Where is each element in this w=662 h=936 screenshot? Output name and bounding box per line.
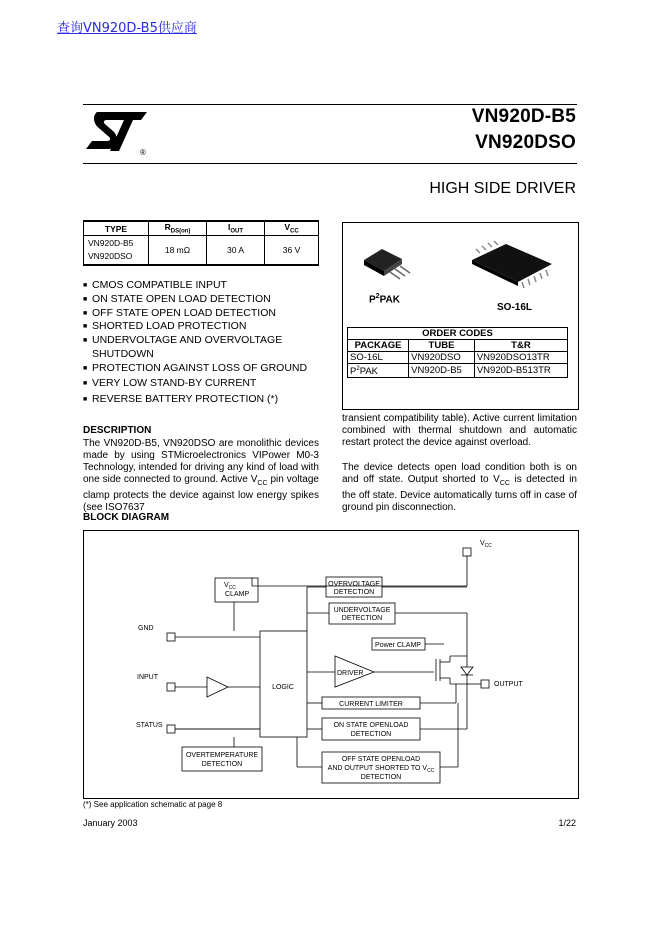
output-pin: [481, 680, 489, 688]
svg-text:AND OUTPUT SHORTED TO VCC: AND OUTPUT SHORTED TO $V_{CC}$: [327, 765, 435, 774]
svg-text:UNDERVOLTAGE: UNDERVOLTAGE: [333, 607, 391, 614]
col-tube: TUBE: [409, 340, 475, 352]
col-vcc: $V_{CC}$: [265, 221, 319, 236]
list-item: ■ PROTECTION AGAINST LOSS OF GROUND: [83, 362, 323, 376]
so16l-label: SO-16L: [497, 302, 533, 313]
vcc-cell: 36 V: [265, 236, 319, 266]
table-row: $P^2PAK$ VN920D-B5 VN920D-B513TR: [348, 364, 568, 378]
svg-text:DETECTION: DETECTION: [360, 774, 402, 781]
list-item: ■ VERY LOW STAND-BY CURRENT: [83, 377, 323, 391]
description-para-2: transient compatibility table). Active current limitation combined with thermal shutdown and automatic restart protect the device against overload.: [342, 413, 577, 448]
type-cell: VN920D-B5 VN920DSO: [84, 236, 149, 266]
description-heading: DESCRIPTION: [83, 425, 152, 436]
date: January 2003: [83, 818, 138, 828]
spec-table: [83, 220, 319, 266]
list-item: ■ UNDERVOLTAGE AND OVERVOLTAGE SHUTDOWN: [83, 334, 292, 362]
svg-text:ON STATE OPENLOAD: ON STATE OPENLOAD: [333, 722, 409, 729]
description-para-3: The device detects open load condition both is on and off state. Output shorted to $V_{CC}$ is detected in the off state. Device automatically turns off in case of ground pin disconnection.: [342, 462, 577, 513]
vcc-clamp-label: $V_{CC}$: [224, 582, 236, 591]
status-pin: [167, 725, 175, 733]
col-rdson: $R_{DS(on)}$: [149, 221, 207, 236]
svg-text:OVERTEMPERATURE: OVERTEMPERATURE: [185, 752, 259, 759]
list-item: ■ ON STATE OPEN LOAD DETECTION: [83, 293, 323, 307]
svg-text:OFF STATE OPENLOAD: OFF STATE OPENLOAD: [341, 756, 421, 763]
svg-text:Power CLAMP: Power CLAMP: [375, 642, 421, 649]
table-row: SO-16L VN920DSO VN920DSO13TR: [348, 352, 568, 364]
p2pak-package-icon: [360, 246, 412, 284]
list-item: ■ CMOS COMPATIBLE INPUT: [83, 279, 323, 293]
description-para-1: The VN920D-B5, VN920DSO are monolithic devices made by using STMicroelectronics VIPower M0-3 Technology, intended for driving any kind of load with one side connected to ground. Active $V_{CC}$ pin voltage clamp protects the device against low energy spikes (see ISO7637: [83, 438, 319, 513]
svg-text:CURRENT LIMITER: CURRENT LIMITER: [339, 701, 403, 708]
so16l-package-icon: [466, 238, 558, 290]
gnd-label: GND: [138, 625, 154, 632]
vcc-clamp-label-2: CLAMP: [225, 591, 250, 598]
col-type: TYPE: [84, 221, 149, 236]
input-label: INPUT: [137, 674, 158, 681]
status-label: STATUS: [136, 722, 163, 729]
order-codes-table: [347, 327, 568, 378]
block-diagram-heading: BLOCK DIAGRAM: [83, 512, 170, 523]
block-diagram: [83, 530, 579, 799]
svg-text:OVERVOLTAGE: OVERVOLTAGE: [328, 581, 380, 588]
feature-list: [83, 279, 323, 407]
svg-text:LOGIC: LOGIC: [272, 684, 294, 691]
svg-text:DETECTION: DETECTION: [341, 615, 383, 622]
st-logo: [83, 109, 153, 157]
output-label: OUTPUT: [494, 681, 523, 688]
svg-text:DETECTION: DETECTION: [350, 731, 392, 738]
col-package: PACKAGE: [348, 340, 409, 352]
footnote: (*) See application schematic at page 8: [83, 800, 223, 809]
input-buffer: [207, 677, 228, 697]
gnd-pin: [167, 633, 175, 641]
svg-text:DRIVER: DRIVER: [337, 670, 364, 677]
registered-mark: ®: [140, 148, 146, 157]
part-number-2: VN920DSO: [475, 132, 576, 153]
svg-text:DETECTION: DETECTION: [333, 589, 375, 596]
list-item: ■ OFF STATE OPEN LOAD DETECTION: [83, 307, 323, 321]
p2pak-label: $P^2PAK$: [369, 293, 400, 306]
divider: [83, 104, 577, 105]
vcc-clamp-box: [215, 578, 258, 602]
divider: [83, 163, 577, 164]
iout-cell: 30 A: [207, 236, 265, 266]
input-pin: [167, 683, 175, 691]
supplier-link[interactable]: 查询VN920D-B5供应商: [57, 21, 197, 36]
part-number-1: VN920D-B5: [471, 106, 576, 127]
col-iout: $I_{OUT}$: [207, 221, 265, 236]
col-tr: T&R: [474, 340, 567, 352]
vcc-pin: [463, 548, 471, 556]
list-item: ■ SHORTED LOAD PROTECTION: [83, 320, 323, 334]
vcc-label: $V_{CC}$: [480, 540, 492, 549]
product-subtitle: HIGH SIDE DRIVER: [429, 180, 576, 197]
page-number: 1/22: [558, 818, 576, 828]
order-codes-title: ORDER CODES: [348, 328, 568, 340]
rdson-cell: 18 mΩ: [149, 236, 207, 266]
svg-text:DETECTION: DETECTION: [201, 761, 243, 768]
block-diagram-svg: [84, 531, 578, 798]
list-item: ■ REVERSE BATTERY PROTECTION (*): [83, 393, 323, 407]
